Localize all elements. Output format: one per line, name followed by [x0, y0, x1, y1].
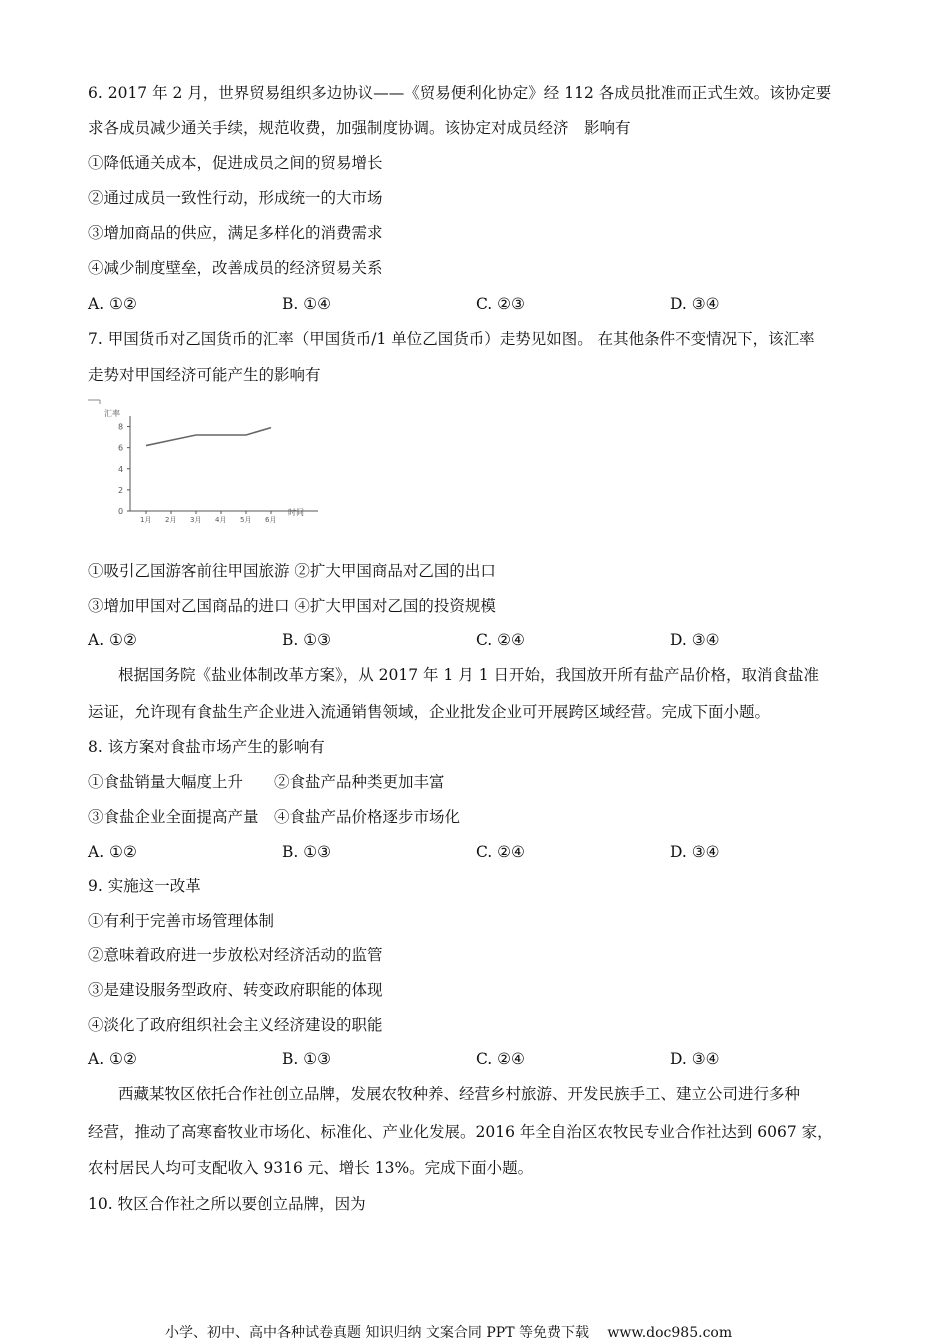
- q7-stem-line1: 7. 甲国货币对乙国货币的汇率（甲国货币/1 单位乙国货币）走势见如图。 在其他条件不变情况下，该汇率: [88, 330, 815, 348]
- chart-xlabel: 时间: [288, 508, 304, 517]
- chart-ytick-label: 4: [118, 464, 124, 474]
- q9-item-1: ①有利于完善市场管理体制: [88, 912, 275, 930]
- q10-stem: 10. 牧区合作社之所以要创立品牌，因为: [88, 1195, 366, 1213]
- q7-item-1: ①吸引乙国游客前往甲国旅游 ②扩大甲国商品对乙国的出口: [88, 562, 496, 580]
- chart-xtick-label: 6月: [265, 516, 277, 524]
- chart-xtick-label: 1月: [140, 516, 152, 524]
- material2-line1: 西藏某牧区依托合作社创立品牌，发展农牧种养、经营乡村旅游、开发民族手工、建立公司进行多种: [118, 1085, 801, 1103]
- q6-option-c: C. ②③: [476, 295, 525, 313]
- q6-item-2: ②通过成员一致性行动，形成统一的大市场: [88, 189, 383, 207]
- material1-line1: 根据国务院《盐业体制改革方案》，从 2017 年 1 月 1 日开始，我国放开所有盐产品价格，取消食盐准: [118, 666, 819, 684]
- chart-series-line: [146, 428, 271, 446]
- chart-xtick-label: 4月: [215, 516, 227, 524]
- q9-item-2: ②意味着政府进一步放松对经济活动的监管: [88, 946, 383, 964]
- q8-option-d: D. ③④: [670, 843, 720, 861]
- q6-item-4: ④减少制度壁垒，改善成员的经济贸易关系: [88, 259, 383, 277]
- material1-line2: 运证，允许现有食盐生产企业进入流通销售领域，企业批发企业可开展跨区域经营。完成下面小题。: [88, 703, 771, 721]
- q6-option-b: B. ①④: [282, 295, 332, 313]
- page-footer: 小学、初中、高中各种试卷真题 知识归纳 文案合同 PPT 等免费下载 www.doc985.com: [165, 1325, 733, 1341]
- chart-ylabel: 汇率: [104, 409, 120, 418]
- chart-ytick-label: 0: [118, 507, 124, 516]
- q8-stem: 8. 该方案对食盐市场产生的影响有: [88, 738, 325, 756]
- chart-xtick-label: 3月: [190, 516, 202, 524]
- q9-option-d: D. ③④: [670, 1050, 720, 1068]
- q6-item-1: ①降低通关成本，促进成员之间的贸易增长: [88, 154, 383, 172]
- q8-item-1: ①食盐销量大幅度上升 ②食盐产品种类更加丰富: [88, 773, 445, 791]
- q9-option-c: C. ②④: [476, 1050, 525, 1068]
- q6-stem-line1: 6. 2017 年 2 月，世界贸易组织多边协议——《贸易便利化协定》经 112 各成员批准而正式生效。该协定要: [88, 84, 832, 102]
- chart-xtick-label: 2月: [165, 516, 177, 524]
- q8-option-b: B. ①③: [282, 843, 332, 861]
- chart-xtick-label: 5月: [240, 516, 252, 524]
- q7-option-c: C. ②④: [476, 631, 525, 649]
- q7-option-d: D. ③④: [670, 631, 720, 649]
- q9-option-a: A. ①②: [88, 1050, 137, 1068]
- q9-option-b: B. ①③: [282, 1050, 332, 1068]
- q8-item-2: ③食盐企业全面提高产量 ④食盐产品价格逐步市场化: [88, 808, 461, 826]
- q6-item-3: ③增加商品的供应，满足多样化的消费需求: [88, 224, 383, 242]
- q6-stem-line2: 求各成员减少通关手续，规范收费，加强制度协调。该协定对成员经济 影响有: [88, 119, 631, 137]
- q9-stem: 9. 实施这一改革: [88, 877, 201, 895]
- q9-item-3: ③是建设服务型政府、转变政府职能的体现: [88, 981, 383, 999]
- material2-line3: 农村居民人均可支配收入 9316 元、增长 13%。完成下面小题。: [88, 1159, 534, 1177]
- exchange-rate-chart: [88, 398, 333, 528]
- q7-item-2: ③增加甲国对乙国商品的进口 ④扩大甲国对乙国的投资规模: [88, 597, 496, 615]
- q8-option-c: C. ②④: [476, 843, 525, 861]
- q7-option-a: A. ①②: [88, 631, 137, 649]
- q9-item-4: ④淡化了政府组织社会主义经济建设的职能: [88, 1016, 383, 1034]
- chart-ytick-label: 2: [118, 485, 124, 495]
- q7-option-b: B. ①③: [282, 631, 332, 649]
- q7-stem-line2: 走势对甲国经济可能产生的影响有: [88, 366, 321, 384]
- q6-option-a: A. ①②: [88, 295, 137, 313]
- material2-line2: 经营，推动了高寒畜牧业市场化、标准化、产业化发展。2016 年全自治区农牧民专业合作社达到 6067 家，: [88, 1123, 833, 1141]
- q8-option-a: A. ①②: [88, 843, 137, 861]
- q6-option-d: D. ③④: [670, 295, 720, 313]
- chart-ytick-label: 8: [118, 422, 124, 432]
- chart-ytick-label: 6: [118, 443, 124, 453]
